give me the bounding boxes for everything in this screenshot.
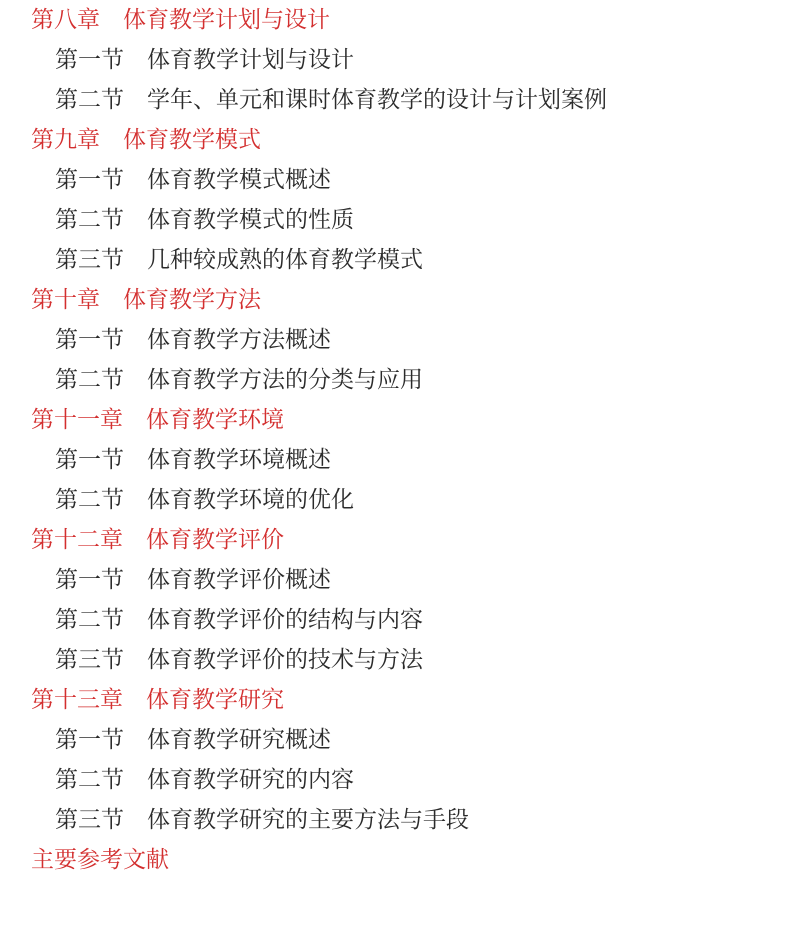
- toc-section-8-2[interactable]: 第二节 学年、单元和课时体育教学的设计与计划案例: [55, 87, 607, 113]
- toc-chapter-10[interactable]: 第十章 体育教学方法: [31, 287, 261, 313]
- toc-section-10-1[interactable]: 第一节 体育教学方法概述: [55, 327, 331, 353]
- toc-chapter-9[interactable]: 第九章 体育教学模式: [31, 127, 261, 153]
- toc-section-9-1[interactable]: 第一节 体育教学模式概述: [55, 167, 331, 193]
- toc-section-13-2[interactable]: 第二节 体育教学研究的内容: [55, 767, 354, 793]
- toc-chapter-11[interactable]: 第十一章 体育教学环境: [31, 407, 284, 433]
- toc-references[interactable]: 主要参考文献: [31, 847, 169, 873]
- toc-section-13-3[interactable]: 第三节 体育教学研究的主要方法与手段: [55, 807, 469, 833]
- toc-section-9-3[interactable]: 第三节 几种较成熟的体育教学模式: [55, 247, 423, 273]
- toc-chapter-8[interactable]: 第八章 体育教学计划与设计: [31, 7, 330, 33]
- toc-section-12-1[interactable]: 第一节 体育教学评价概述: [55, 567, 331, 593]
- toc-section-11-2[interactable]: 第二节 体育教学环境的优化: [55, 487, 354, 513]
- toc-section-11-1[interactable]: 第一节 体育教学环境概述: [55, 447, 331, 473]
- toc-section-9-2[interactable]: 第二节 体育教学模式的性质: [55, 207, 354, 233]
- toc-section-13-1[interactable]: 第一节 体育教学研究概述: [55, 727, 331, 753]
- toc-section-12-2[interactable]: 第二节 体育教学评价的结构与内容: [55, 607, 423, 633]
- toc-section-8-1[interactable]: 第一节 体育教学计划与设计: [55, 47, 354, 73]
- toc-section-10-2[interactable]: 第二节 体育教学方法的分类与应用: [55, 367, 423, 393]
- toc-chapter-12[interactable]: 第十二章 体育教学评价: [31, 527, 284, 553]
- toc-section-12-3[interactable]: 第三节 体育教学评价的技术与方法: [55, 647, 423, 673]
- toc-chapter-13[interactable]: 第十三章 体育教学研究: [31, 687, 284, 713]
